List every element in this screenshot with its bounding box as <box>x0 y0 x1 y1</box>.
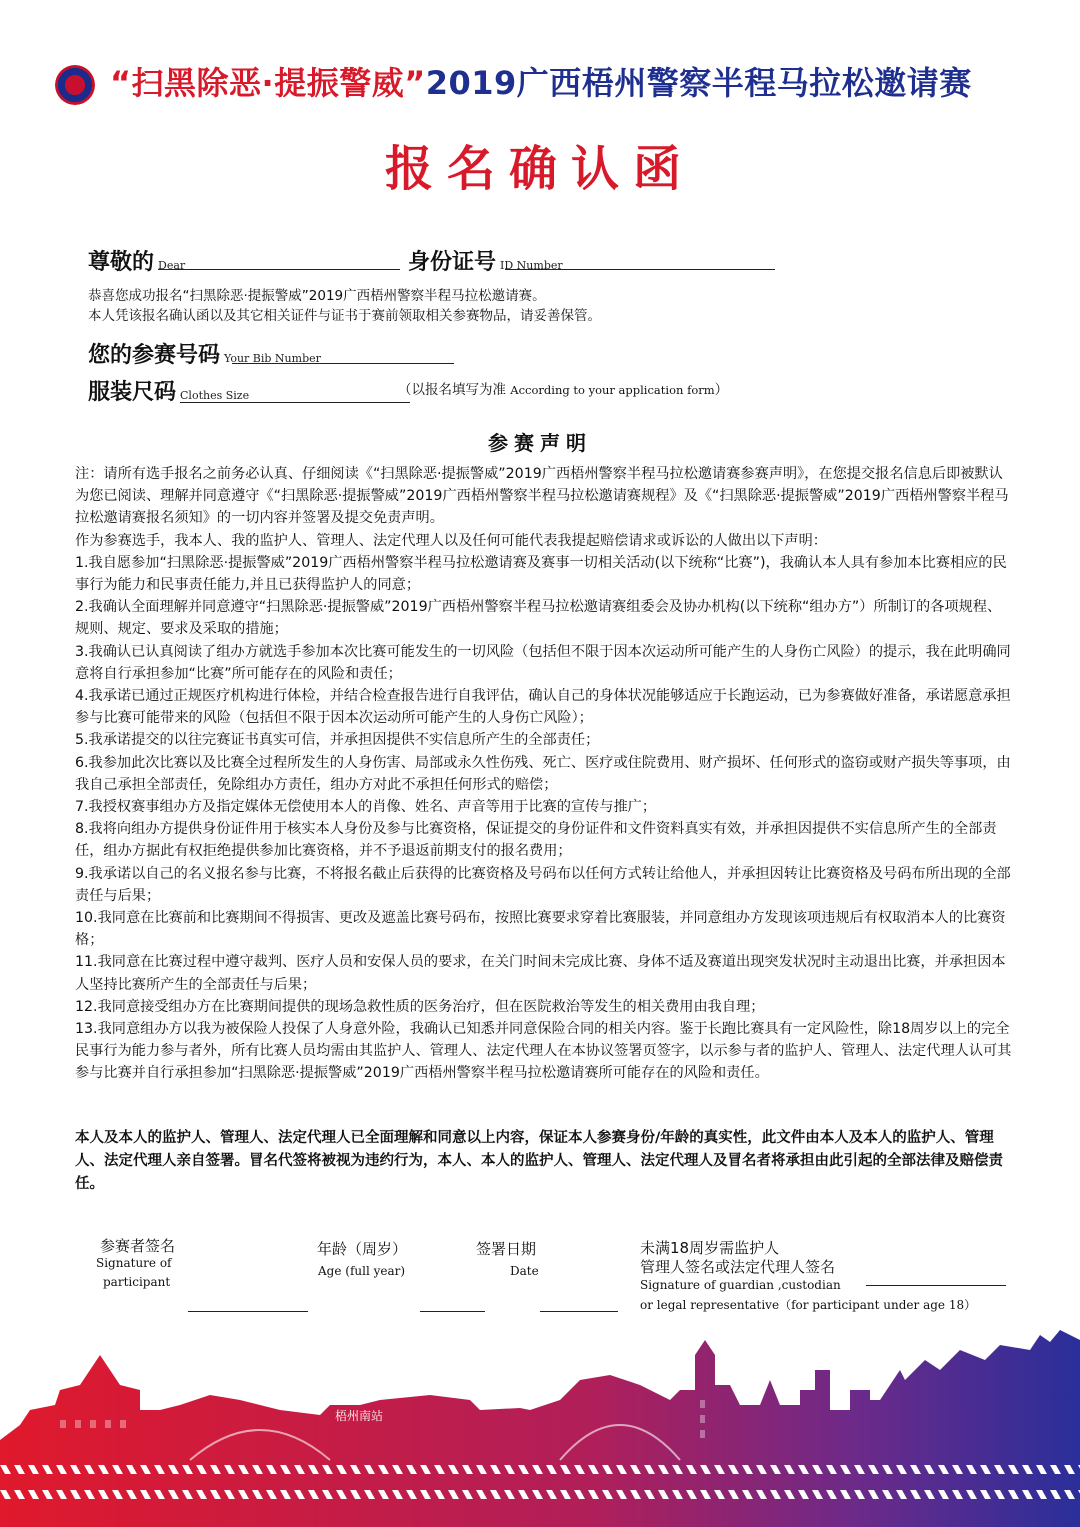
bib-number-field[interactable] <box>232 363 454 364</box>
declaration-item: 9.我承诺以自己的名义报名参与比赛，不将报名截止后获得的比赛资格及号码布以任何方式转让给他人，并承担因转让比赛资格及号码布所出现的全部责任与后果； <box>75 865 1011 904</box>
clothes-size-label-en: Clothes Size <box>180 389 250 402</box>
declaration-item: 2.我确认全面理解并同意遵守“扫黑除恶·提振警威”2019广西梧州警察半程马拉松邀请赛组委会及协办机构(以下统称“组办方”）所制订的各项规程、规则、规定、要求及采取的措施； <box>75 599 1002 638</box>
event-title <box>110 58 972 104</box>
date-label-en: Date <box>510 1264 539 1278</box>
declaration-preamble: 作为参赛选手，我本人、我的监护人、管理人、法定代理人以及任何可能代表我提起赔偿请求或诉讼的人做出以下声明： <box>75 532 827 549</box>
dear-label <box>88 245 185 276</box>
size-note-en: According to your application form <box>510 383 715 397</box>
declaration-item: 12.我同意接受组办方在比赛期间提供的现场急救性质的医务治疗，但在医院救治等发生的相关费用由我自理； <box>75 998 765 1015</box>
guardian-signature-label-en2: or legal representative（for participant under age 18） <box>640 1298 977 1312</box>
bib-number-label-cn: 您的参赛号码 <box>88 343 221 368</box>
declaration-item: 3.我确认已认真阅读了组办方就选手参加本次比赛可能发生的一切风险（包括但不限于因本次运动所可能产生的人身伤亡风险）的提示，我在此明确同意将自行承担参加“比赛”所可能存在的风险和责任； <box>75 643 1011 682</box>
declaration-item: 10.我同意在比赛前和比赛期间不得损害、更改及遮盖比赛号码布，按照比赛要求穿着比赛服装，并同意组办方发现该项违规后有权取消本人的比赛资格； <box>75 910 1006 949</box>
participant-signature-label-en2: participant <box>103 1275 171 1289</box>
dear-field[interactable] <box>158 269 400 270</box>
id-number-label <box>408 245 563 276</box>
age-label: 年龄（周岁） <box>317 1240 408 1258</box>
declaration-item: 11.我同意在比赛过程中遵守裁判、医疗人员和安保人员的要求，在关门时间未完成比赛、身体不适及赛道出现突发状况时主动退出比赛，并承担因本人坚持比赛所产生的全部责任与后果； <box>75 954 1006 993</box>
police-badge-logo <box>55 65 95 105</box>
guardian-signature-label-1: 未满18周岁需监护人 <box>640 1239 780 1257</box>
dear-label-cn: 尊敬的 <box>88 250 155 275</box>
declaration-item: 13.我同意组办方以我为被保险人投保了人身意外险，我确认已知悉并同意保险合同的相关内容。鉴于长跑比赛具有一定风险性，除18周岁以上的完全民事行为能力参与者外，所有比赛人员均需由其监护人、管理人、法定代理人在本协议签署页签字，以示参与者的监护人、管理人、法定代理人认可其参与比赛并自行承担参加“扫黑除恶·提振警威”2019广西梧州警察半程马拉松邀请赛所可能存在的风险和责任。 <box>75 1021 1012 1082</box>
declaration-item: 8.我将向组办方提供身份证件用于核实本人身份及参与比赛资格，保证提交的身份证件和文件资料真实有效，并承担因提供不实信息所产生的全部责任，组办方据此有权拒绝提供参加比赛资格，并不予退返前期支付的报名费用； <box>75 821 997 860</box>
id-number-label-en: ID Number <box>500 259 563 272</box>
id-number-label-cn: 身份证号 <box>408 250 497 275</box>
guardian-signature-field[interactable] <box>866 1285 1006 1286</box>
size-note-close: ） <box>714 382 729 398</box>
dear-label-en: Dear <box>158 259 186 272</box>
bib-number-label-en: Your Bib Number <box>224 352 321 365</box>
clothes-size-note <box>398 380 728 400</box>
guardian-signature-label-2: 管理人签名或法定代理人签名 <box>640 1258 836 1276</box>
participant-signature-label: 参赛者签名 <box>100 1237 176 1255</box>
bib-number-label <box>88 338 321 369</box>
date-label: 签署日期 <box>476 1240 537 1258</box>
clothes-size-field[interactable] <box>180 402 410 403</box>
city-skyline-footer <box>0 1330 1080 1527</box>
declaration-item: 1.我自愿参加“扫黑除恶·提振警威”2019广西梧州警察半程马拉松邀请赛及赛事一切相关活动(以下统称“比赛”)，我确认本人具有参加本比赛相应的民事行为能力和民事责任能力,并且已获得监护人的同意； <box>75 554 1007 594</box>
size-note-cn: （以报名填写为准 <box>398 382 506 398</box>
age-field[interactable] <box>420 1311 485 1312</box>
guardian-signature-label-en1: Signature of guardian ,custodian <box>640 1278 841 1292</box>
declaration-body <box>75 463 1015 1085</box>
document-title: 报名确认函 <box>384 141 695 197</box>
age-label-en: Age (full year) <box>318 1264 406 1278</box>
participant-signature-label-en1: Signature of <box>96 1256 172 1270</box>
declaration-item: 7.我授权赛事组办方及指定媒体无偿使用本人的肖像、姓名、声音等用于比赛的宣传与推广； <box>75 799 657 816</box>
date-field[interactable] <box>540 1311 618 1312</box>
station-sign: 梧州南站 <box>335 1409 384 1423</box>
clothes-size-label-cn: 服装尺码 <box>88 380 177 405</box>
confirmation-statement: 本人及本人的监护人、管理人、法定代理人已全面理解和同意以上内容，保证本人参赛身份/年龄的真实性，此文件由本人及本人的监护人、管理人、法定代理人亲自签署。冒名代签将被视为违约行为，本人、本人的监护人、管理人、法定代理人及冒名者将承担由此引起的全部法律及赔偿责任。 <box>75 1130 1003 1192</box>
intro-line-2: 本人凭该报名确认函以及其它相关证件与证书于赛前领取相关参赛物品，请妥善保管。 <box>88 308 601 324</box>
intro-line-1: 恭喜您成功报名“扫黑除恶·提振警威”2019广西梧州警察半程马拉松邀请赛。 <box>88 288 546 304</box>
declaration-note: 注：请所有选手报名之前务必认真、仔细阅读《“扫黑除恶·提振警威”2019广西梧州警察半程马拉松邀请赛参赛声明》，在您提交报名信息后即被默认为您已阅读、理解并同意遵守《“扫黑除恶·提振警威”2019广西梧州警察半程马拉松邀请赛规程》及《“扫黑除恶·提振警威”2019广西梧州警察半程马拉松邀请赛报名须知》的一切内容并签署及提交免责声明。 <box>75 466 1009 527</box>
event-title-name: 2019广西梧州警察半程马拉松邀请赛 <box>425 64 972 102</box>
participant-signature-field[interactable] <box>188 1311 308 1312</box>
declaration-item: 4.我承诺已通过正规医疗机构进行体检，并结合检查报告进行自我评估，确认自己的身体状况能够适应于长跑运动，已为参赛做好准备，承诺愿意承担参与比赛可能带来的风险（包括但不限于因本次运动所可能产生的人身伤亡风险）； <box>75 688 1011 727</box>
event-title-slogan: “扫黑除恶·提振警威” <box>110 64 426 102</box>
id-number-field[interactable] <box>505 269 775 270</box>
declaration-item: 6.我参加此次比赛以及比赛全过程所发生的人身伤害、局部或永久性伤残、死亡、医疗或住院费用、财产损坏、任何形式的盗窃或财产损失等事项，由我自己承担全部责任，免除组办方责任，组办方对此不承担任何形式的赔偿； <box>75 754 1011 793</box>
declaration-title: 参赛声明 <box>488 431 592 455</box>
declaration-item: 5.我承诺提交的以往完赛证书真实可信，并承担因提供不实信息所产生的全部责任； <box>75 732 600 749</box>
